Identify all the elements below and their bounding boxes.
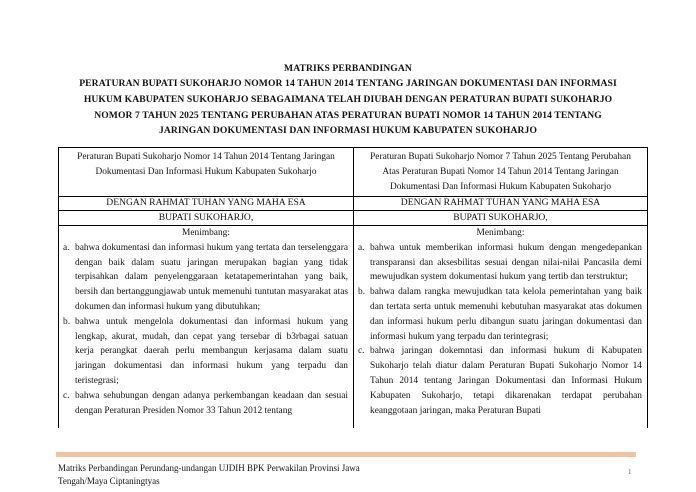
left-item-b-mark: b. bbox=[63, 316, 71, 327]
footer-line-2: Tengah/Maya Ciptaningtyas bbox=[58, 476, 160, 486]
left-header-line-1: Peraturan Bupati Sukoharjo Nomor 14 Tahun 2014 Tentang Jaringan bbox=[77, 152, 335, 162]
right-menimbang: Menimbang: bbox=[476, 228, 525, 238]
left-item-a-mark: a. bbox=[63, 242, 70, 253]
right-item-a bbox=[354, 241, 647, 285]
right-item-b-mark: b. bbox=[358, 287, 366, 298]
right-header-line-2: Atas Peraturan Bupati Nomor 14 Tahun 2014 Tentang Jaringan bbox=[382, 166, 619, 177]
left-body bbox=[59, 226, 353, 428]
title-line-3: NOMOR 7 TAHUN 2025 TENTANG PERUBAHAN ATAS PERATURAN BUPATI NOMOR 14 TAHUN 2014 TENTANG bbox=[94, 110, 602, 121]
left-item-c-mark: c. bbox=[63, 390, 70, 401]
left-item-b bbox=[59, 315, 353, 389]
right-bupati: BUPATI SUKOHARJO, bbox=[354, 211, 647, 226]
title-line-1: PERATURAN BUPATI SUKOHARJO NOMOR 14 TAHUN 2014 TENTANG JARINGAN DOKUMENTASI DAN INFORMASI bbox=[79, 78, 617, 89]
left-menimbang: Menimbang: bbox=[182, 228, 230, 238]
left-bupati: BUPATI SUKOHARJO, bbox=[59, 211, 353, 226]
right-item-c-mark: c. bbox=[358, 346, 365, 357]
right-header bbox=[354, 148, 647, 197]
document-title: MATRIKS PERBANDINGAN bbox=[284, 63, 412, 74]
right-body bbox=[354, 226, 647, 428]
left-item-c bbox=[59, 389, 353, 419]
left-item-c-text: bahwa sehubungan dengan adanya perkembangan keadaan dan sesuai dengan Peraturan Presiden Nomor 33 Tahun 2012 tentang bbox=[75, 390, 348, 416]
left-column bbox=[59, 148, 354, 428]
footer-text bbox=[58, 462, 438, 488]
left-item-a bbox=[59, 241, 353, 315]
right-item-c bbox=[354, 344, 647, 418]
left-rahmat: DENGAN RAHMAT TUHAN YANG MAHA ESA bbox=[59, 196, 353, 211]
left-header-line-2: Dokumentasi Dan Informasi Hukum Kabupaten Sukoharjo bbox=[95, 166, 317, 177]
right-header-line-3: Dokumentasi Dan Informasi Hukum Kabupaten Sukoharjo bbox=[389, 181, 612, 192]
right-item-b bbox=[354, 285, 647, 344]
footer-line-1: Matriks Perbandingan Perundang-undangan UJDIH BPK Perwakilan Provinsi Jawa bbox=[58, 463, 360, 473]
left-item-a-text: bahwa dokumentasi dan informasi hukum yang tertata dan terselenggara dengan baik dalam suatu jaringan merupakan bagian yang tidak terpisahkan dalam penyelenggaraan ketatapemerintahan yang baik, bersih dan bertanggungjawab untuk memenuhi tuntutan masyarakat atas dokumen dan informasi hukum yang dibutuhkan; bbox=[75, 242, 348, 312]
footer-divider bbox=[56, 452, 636, 457]
right-rahmat: DENGAN RAHMAT TUHAN YANG MAHA ESA bbox=[354, 196, 647, 211]
title-line-4: JARINGAN DOKUMENTASI DAN INFORMASI HUKUM KABUPATEN SUKOHARJO bbox=[158, 125, 538, 136]
right-item-c-text: bahwa jaringan dokemntasi dan informasi hukum di Kabupaten Sukoharjo telah diatur dalam Peraturan Bupati Sukoharjo Nomor 14 Tahun 2014 tentang Jaringan Dokumentasi dan Informasi Hukum Kabupaten Sukoharjo, tetapi dikarenakan terdapat perubahan keanggotaan jaringan, maka Peraturan Bupati bbox=[370, 346, 642, 416]
right-column bbox=[354, 148, 648, 428]
left-item-b-text: bahwa untuk mengelola dokumentasi dan informasi hukum yang lengkap, akurat, mudah, dan cepat yang tersebar di b3rbagai satuan kerja perangkat daerah perlu membangun kerjasama dalam suatu jaringan dokumentasi dan informasi hukum yang terpadu dan teristegrasi; bbox=[75, 316, 348, 386]
right-item-a-text: bahwa untuk memberikan informasi hukum dengan mengedepankan transparansi dan aksesbilitas sesuai dengan nilai-nilai Pancasila demi mewujudkan system dokumentasi hukum yang tertib dan terstruktur; bbox=[370, 242, 642, 283]
title-line-2: HUKUM KABUPATEN SUKOHARJO SEBAGAIMANA TELAH DIUBAH DENGAN PERATURAN BUPATI SUKOHARJO bbox=[83, 94, 613, 105]
right-header-line-1: Peraturan Bupati Sukoharjo Nomor 7 Tahun 2025 Tentang Perubahan bbox=[370, 152, 631, 162]
page-number: 1 bbox=[628, 468, 632, 476]
left-header bbox=[59, 148, 353, 197]
right-item-b-text: bahwa dalam rangka mewujudkan tata kelola pemerintahan yang baik dan tertata serta untuk memenuhi kebutuhan masyarakat atas dokumen dan informasi hukum perlu dibangun suatu jaringan dokumentasi dan informasi hukum yang terpadu dan terintegrasi; bbox=[370, 287, 642, 342]
comparison-table bbox=[58, 147, 648, 428]
right-item-a-mark: a. bbox=[358, 242, 365, 253]
